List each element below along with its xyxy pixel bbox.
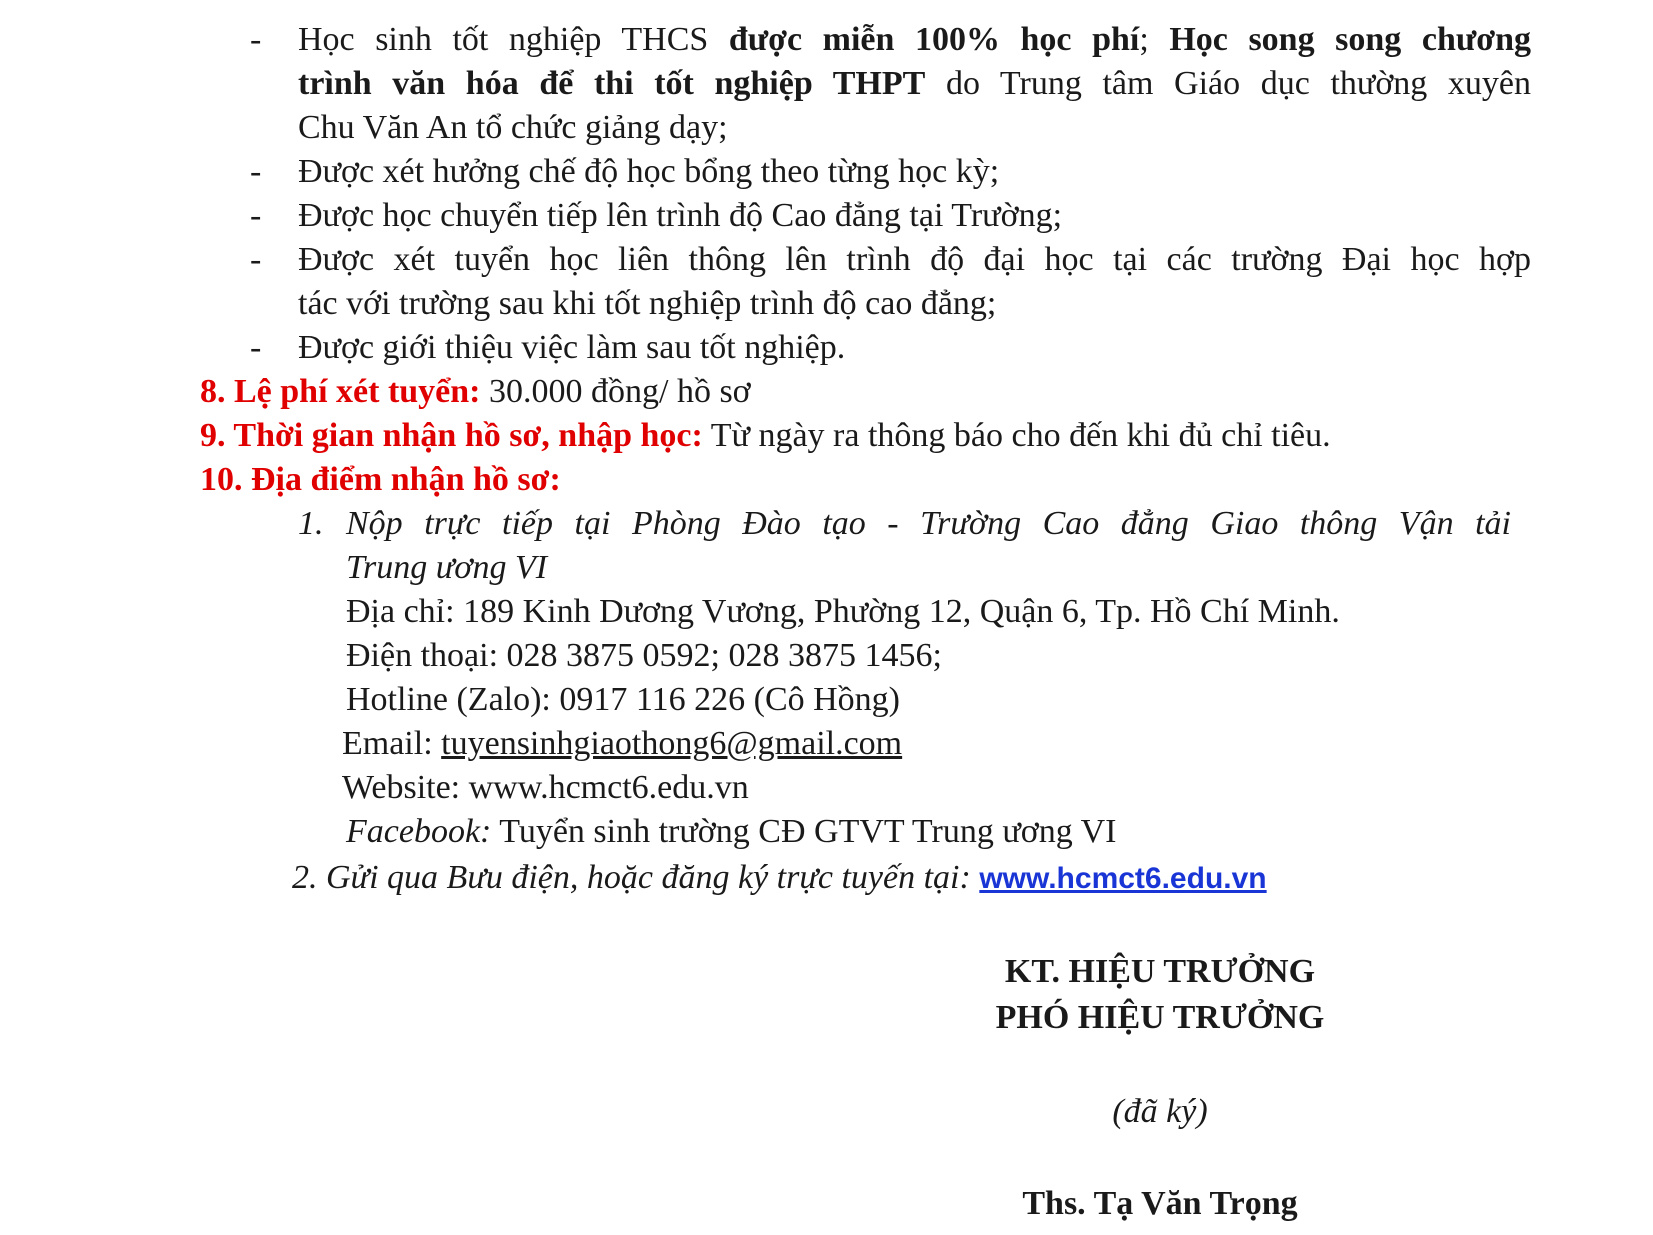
email-link[interactable]: tuyensinhgiaothong6@gmail.com bbox=[441, 725, 903, 762]
website: Website: www.hcmct6.edu.vn bbox=[342, 769, 749, 806]
section-10-heading: 10. Địa điểm nhận hồ sơ: bbox=[200, 461, 561, 498]
benefit-2: Được xét hưởng chế độ học bổng theo từng học kỳ; bbox=[298, 153, 1000, 190]
application-fee: 30.000 đồng/ hồ sơ bbox=[480, 373, 751, 410]
section-9-heading: 9. Thời gian nhận hồ sơ, nhập học: bbox=[200, 417, 703, 454]
bullet-dash: - bbox=[250, 153, 262, 190]
benefit-4-line-1: Được xét tuyển học liên thông lên trình độ đại học tại các trường Đại học hợp bbox=[298, 241, 1531, 278]
signatory-name: Ths. Tạ Văn Trọng bbox=[1022, 1185, 1298, 1222]
facebook-page: Tuyển sinh trường CĐ GTVT Trung ương VI bbox=[491, 813, 1117, 850]
signature-title-1: KT. HIỆU TRƯỞNG bbox=[1004, 953, 1316, 990]
email-row bbox=[342, 724, 902, 764]
signed-note: (đã ký) bbox=[1112, 1093, 1208, 1130]
location-2 bbox=[292, 858, 1267, 899]
hotline: Hotline (Zalo): 0917 116 226 (Cô Hồng) bbox=[346, 681, 900, 718]
benefit-1-text-cont: do Trung tâm Giáo dục thường xuyên bbox=[925, 65, 1531, 102]
location-1-line-1: Nộp trực tiếp tại Phòng Đào tạo - Trường Cao đẳng Giao thông Vận tải bbox=[346, 505, 1511, 542]
facebook-label: Facebook: bbox=[346, 813, 492, 850]
address: Địa chỉ: 189 Kinh Dương Vương, Phường 12, Quận 6, Tp. Hồ Chí Minh. bbox=[346, 593, 1340, 630]
bullet-dash: - bbox=[250, 21, 262, 58]
bullet-dash: - bbox=[250, 241, 262, 278]
email-label: Email: bbox=[342, 725, 442, 762]
bullet-dash: - bbox=[250, 197, 262, 234]
separator: ; bbox=[1139, 21, 1170, 58]
tuition-free-text: được miễn 100% học phí bbox=[728, 21, 1140, 58]
section-9 bbox=[200, 416, 1331, 456]
location-1-line-2: Trung ương VI bbox=[346, 549, 548, 586]
benefit-1-line-2 bbox=[298, 64, 1531, 104]
benefit-1-text: Học sinh tốt nghiệp THCS bbox=[298, 21, 729, 58]
online-registration-link[interactable]: www.hcmct6.edu.vn bbox=[979, 862, 1267, 895]
parallel-study-text: Học song song chương bbox=[1169, 21, 1531, 58]
submission-period: Từ ngày ra thông báo cho đến khi đủ chỉ tiêu. bbox=[702, 417, 1331, 454]
phone: Điện thoại: 028 3875 0592; 028 3875 1456; bbox=[346, 637, 942, 674]
benefit-1-line-3: Chu Văn An tổ chức giảng dạy; bbox=[298, 109, 728, 146]
signature-title-2: PHÓ HIỆU TRƯỞNG bbox=[995, 999, 1325, 1036]
location-2-text: 2. Gửi qua Bưu điện, hoặc đăng ký trực tuyến tại: bbox=[292, 859, 980, 896]
benefit-3: Được học chuyển tiếp lên trình độ Cao đẳng tại Trường; bbox=[298, 197, 1063, 234]
benefit-4-line-2: tác với trường sau khi tốt nghiệp trình độ cao đẳng; bbox=[298, 285, 997, 322]
benefit-5: Được giới thiệu việc làm sau tốt nghiệp. bbox=[298, 329, 846, 366]
facebook-row bbox=[346, 812, 1117, 852]
section-8-heading: 8. Lệ phí xét tuyển: bbox=[200, 373, 481, 410]
section-8 bbox=[200, 372, 751, 412]
benefit-1-line-1 bbox=[298, 20, 1531, 60]
bullet-dash: - bbox=[250, 329, 262, 366]
location-1-number: 1. bbox=[298, 505, 324, 542]
parallel-study-text-cont: trình văn hóa để thi tốt nghiệp THPT bbox=[298, 65, 926, 102]
